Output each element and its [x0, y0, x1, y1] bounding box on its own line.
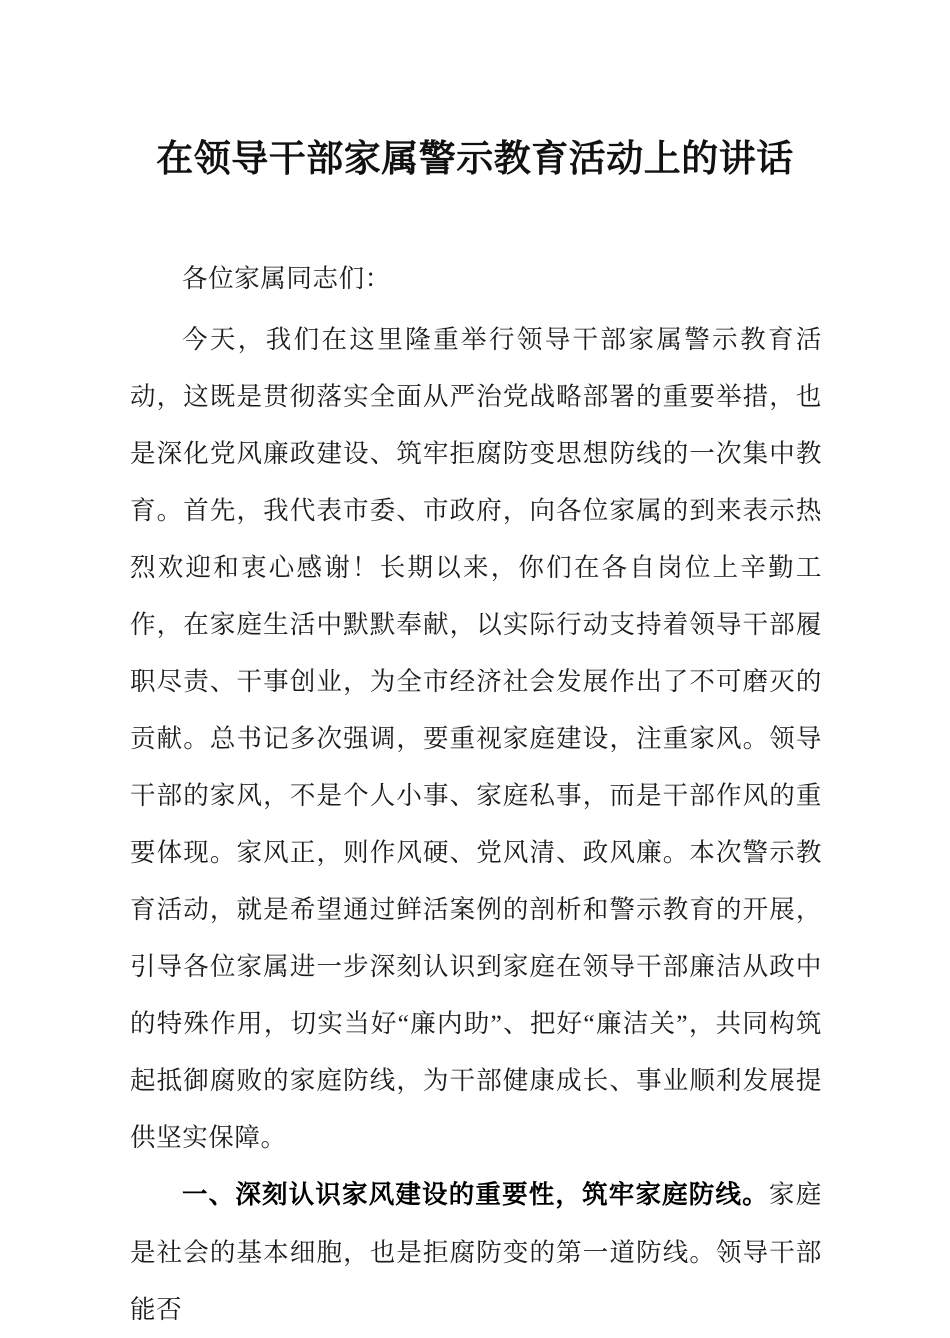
section-one-paragraph [130, 1166, 822, 1338]
document-body [130, 250, 822, 1338]
salutation-line: 各位家属同志们： [182, 264, 391, 293]
section-one-heading: 一、深刻认识家风建设的重要性，筑牢家庭防线。 [182, 1181, 769, 1209]
page-title: 在领导干部家属警示教育活动上的讲话 [156, 137, 794, 179]
opening-paragraph: 今天，我们在这里隆重举行领导干部家属警示教育活动，这既是贯彻落实全面从严治党战略部署的重要举措，也是深化党风廉政建设、筑牢拒腐防变思想防线的一次集中教育。首先，我代表市委、市政府，向各位家属的到来表示热烈欢迎和衷心感谢！长期以来，你们在各自岗位上辛勤工作，在家庭生活中默默奉献，以实际行动支持着领导干部履职尽责、干事创业，为全市经济社会发展作出了不可磨灭的贡献。总书记多次强调，要重视家庭建设，注重家风。领导干部的家风，不是个人小事、家庭私事，而是干部作风的重要体现。家风正，则作风硬、党风清、政风廉。本次警示教育活动，就是希望通过鲜活案例的剖析和警示教育的开展，引导各位家属进一步深刻认识到家庭在领导干部廉洁从政中的特殊作用，切实当好“廉内助”、把好“廉洁关”，共同构筑起抵御腐败的家庭防线，为干部健康成长、事业顺利发展提供坚实保障。 [130, 325, 822, 1152]
section-one-body: 家庭是社会的基本细胞，也是拒腐防变的第一道防线。领导干部能否 [130, 1180, 823, 1324]
